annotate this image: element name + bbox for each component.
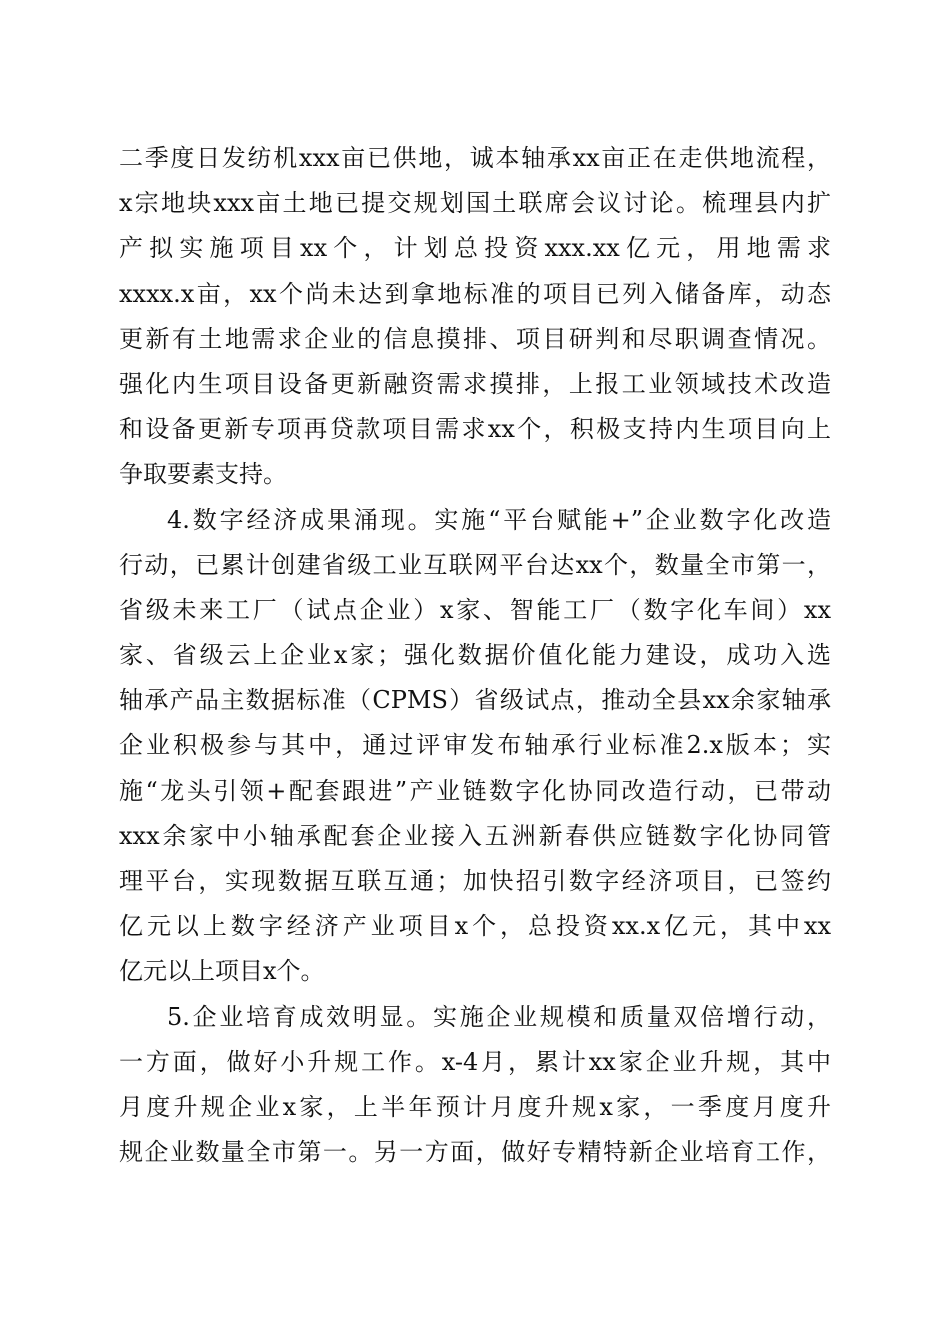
text-line: 企业积极参与其中，通过评审发布轴承行业标准2.x版本；实 — [119, 731, 831, 760]
text-line: x宗地块xxx亩土地已提交规划国土联席会议讨论。梳理县内扩 — [119, 189, 831, 218]
text-line: 一方面，做好小升规工作。x-4月，累计xx家企业升规，其中 — [119, 1047, 831, 1076]
text-line: 5.企业培育成效明显。实施企业规模和质量双倍增行动， — [167, 1002, 831, 1031]
text-line: 强化内生项目设备更新融资需求摸排，上报工业领域技术改造 — [119, 369, 831, 398]
text-line: 省级未来工厂（试点企业）x家、智能工厂（数字化车间）xx — [119, 595, 831, 624]
text-line: 家、省级云上企业x家；强化数据价值化能力建设，成功入选 — [119, 641, 831, 670]
document-body — [119, 136, 831, 1175]
text-line: 和设备更新专项再贷款项目需求xx个，积极支持内生项目向上 — [119, 415, 831, 444]
text-line: 争取要素支持。 — [119, 460, 287, 489]
text-line: 规企业数量全市第一。另一方面，做好专精特新企业培育工作， — [119, 1138, 831, 1167]
text-line: 亿元以上数字经济产业项目x个，总投资xx.x亿元，其中xx — [119, 912, 831, 941]
text-line: 施“龙头引领+配套跟进”产业链数字化协同改造行动，已带动 — [119, 776, 831, 805]
text-line: 月度升规企业x家，上半年预计月度升规x家，一季度月度升 — [119, 1092, 831, 1121]
text-line: 亿元以上项目x个。 — [119, 957, 325, 986]
text-line: 理平台，实现数据互联互通；加快招引数字经济项目，已签约 — [119, 867, 831, 895]
text-line: 4.数字经济成果涌现。实施“平台赋能+”企业数字化改造 — [167, 505, 831, 534]
text-line: 轴承产品主数据标准（CPMS）省级试点，推动全县xx余家轴承 — [119, 686, 831, 715]
text-line: 行动，已累计创建省级工业互联网平台达xx个，数量全市第一， — [119, 550, 831, 579]
text-line: xxx余家中小轴承配套企业接入五洲新春供应链数字化协同管 — [119, 821, 831, 850]
text-line: 产拟实施项目xx个，计划总投资xxx.xx亿元，用地需求 — [119, 234, 831, 263]
text-line: 更新有土地需求企业的信息摸排、项目研判和尽职调查情况。 — [119, 324, 831, 353]
text-line: 二季度日发纺机xxx亩已供地，诚本轴承xx亩正在走供地流程， — [119, 144, 831, 172]
text-line: xxxx.x亩，xx个尚未达到拿地标准的项目已列入储备库，动态 — [119, 279, 831, 308]
